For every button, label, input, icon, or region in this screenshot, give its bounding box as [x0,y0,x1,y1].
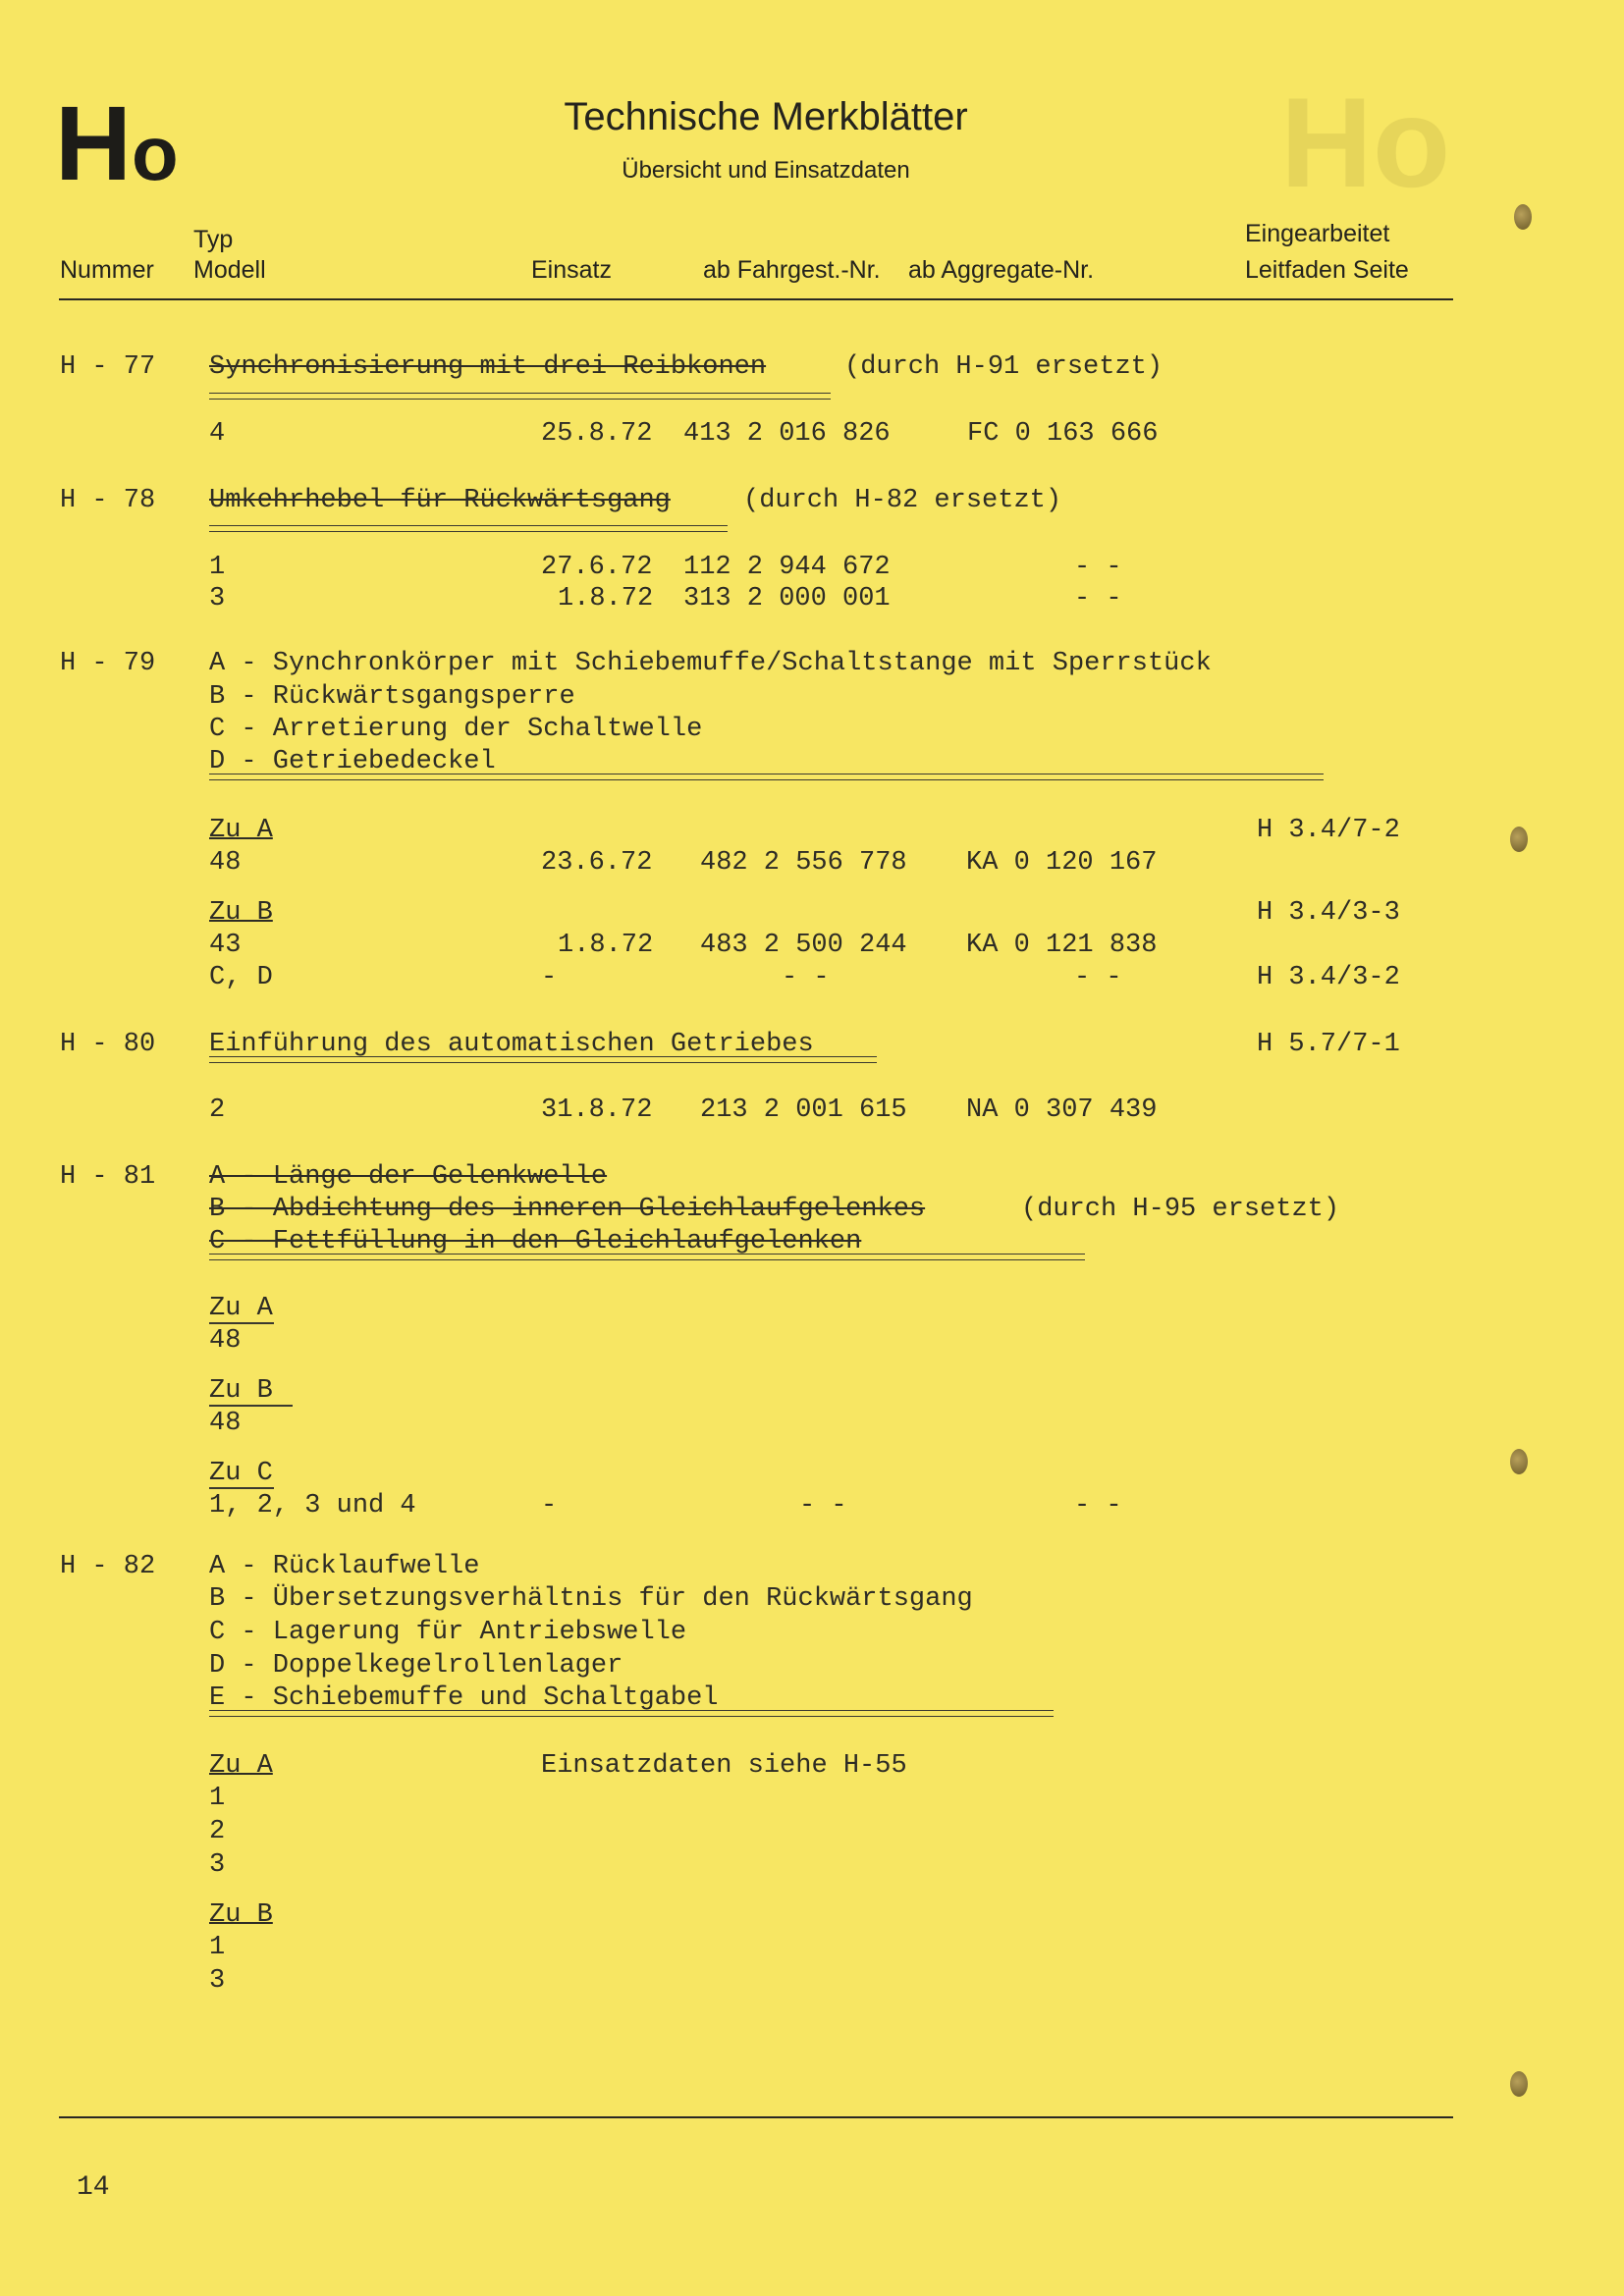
fahrgest-nr: - - [799,1491,847,1521]
subitem-a: A - Synchronkörper mit Schiebemuffe/Schaltstange mit Sperrstück [209,649,1212,678]
modell: 3 [209,1966,226,1996]
modell: 2 [209,1095,226,1125]
aggregate-nr: - - [1074,963,1122,992]
zu-b-label: Zu B [209,1376,273,1406]
fahrgest-nr: 213 2 001 615 [700,1095,907,1125]
zu-a-label: Zu A [209,1751,273,1781]
replaced-note: (durch H-91 ersetzt) [844,352,1164,382]
col-leitfaden: Leitfaden Seite [1245,256,1409,284]
modell: 1, 2, 3 und 4 [209,1491,416,1521]
zu-a-label: Zu A [209,1294,273,1323]
subitem-c: C - Fettfüllung in den Gleichlaufgelenken [209,1227,862,1256]
modell: C, D [209,963,273,992]
header-rule [59,298,1453,300]
fahrgest-nr: 413 2 016 826 [683,419,891,449]
col-typ: Typ [193,226,234,253]
zu-c-label: Zu C [209,1459,273,1488]
punch-hole [1510,2071,1528,2097]
subitem-d: D - Doppelkegelrollenlager [209,1651,623,1681]
subitem-b: B - Rückwärtsgangsperre [209,682,575,712]
page-number: 14 [77,2172,110,2203]
entry-number: H - 82 [60,1552,156,1581]
col-fahrgest: ab Fahrgest.-Nr. [703,256,881,284]
einsatz-date: 1.8.72 [558,931,654,960]
page-title: Technische Merkblätter [564,95,968,138]
subitem-b: B - Übersetzungsverhältnis für den Rückwärtsgang [209,1584,973,1614]
aggregate-nr: - - [1074,553,1122,582]
underline [209,1487,274,1489]
entry-title: Einführung des automatischen Getriebes [209,1030,814,1059]
entry-number: H - 81 [60,1162,156,1192]
entry-number: H - 77 [60,352,156,382]
modell: 2 [209,1817,226,1846]
col-einsatz: Einsatz [531,256,612,284]
einsatz-date: - [541,963,558,992]
aggregate-nr: NA 0 307 439 [966,1095,1158,1125]
subitem-e: E - Schiebemuffe und Schaltgabel [209,1683,719,1713]
replaced-note: (durch H-95 ersetzt) [1021,1195,1340,1224]
double-underline [209,774,1324,780]
punch-hole [1510,1449,1528,1474]
leitfaden-ref: H 3.4/3-3 [1257,898,1400,928]
modell: 1 [209,1784,226,1813]
aggregate-nr: - - [1074,584,1122,614]
section-logo [55,83,179,202]
leitfaden-ref: H 3.4/7-2 [1257,816,1400,845]
subitem-a: A - Rücklaufwelle [209,1552,480,1581]
logo-letter-o: o [132,110,179,196]
zu-a-label: Zu A [209,816,273,845]
zu-b-label: Zu B [209,898,273,928]
modell: 3 [209,1850,226,1880]
entry-number: H - 79 [60,649,156,678]
leitfaden-ref: H 3.4/3-2 [1257,963,1400,992]
double-underline [209,1710,1054,1717]
entry-number: H - 80 [60,1030,156,1059]
col-eingearbeitet: Eingearbeitet [1245,220,1390,247]
einsatz-date: 27.6.72 [541,553,653,582]
subitem-c: C - Lagerung für Antriebswelle [209,1618,687,1647]
einsatz-date: 31.8.72 [541,1095,653,1125]
einsatz-date: 1.8.72 [558,584,654,614]
double-underline [209,393,831,400]
fahrgest-nr: 482 2 556 778 [700,848,907,878]
einsatz-date: 25.8.72 [541,419,653,449]
entry-title: Umkehrhebel für Rückwärtsgang [209,486,671,515]
modell: 48 [209,1409,242,1438]
logo-letter-h: H [55,83,132,202]
double-underline [209,1056,877,1063]
modell: 1 [209,1933,226,1962]
subitem-c: C - Arretierung der Schaltwelle [209,715,703,744]
col-aggregate: ab Aggregate-Nr. [908,256,1095,284]
modell: 3 [209,584,226,614]
subitem-b: B - Abdichtung des inneren Gleichlaufgelenkes [209,1195,926,1224]
punch-hole [1514,204,1532,230]
punch-hole [1510,827,1528,852]
replaced-note: (durch H-82 ersetzt) [743,486,1062,515]
modell: 48 [209,1326,242,1356]
col-nummer: Nummer [60,256,154,284]
modell: 48 [209,848,242,878]
double-underline [209,525,728,532]
double-underline [209,1254,1085,1260]
fahrgest-nr: 112 2 944 672 [683,553,891,582]
aggregate-nr: KA 0 121 838 [966,931,1158,960]
fahrgest-nr: 483 2 500 244 [700,931,907,960]
einsatzdaten-note: Einsatzdaten siehe H-55 [541,1751,907,1781]
entry-title: Synchronisierung mit drei Reibkonen [209,352,767,382]
aggregate-nr: - - [1074,1491,1122,1521]
col-modell: Modell [193,256,266,284]
modell: 1 [209,553,226,582]
underline [209,1322,274,1324]
fahrgest-nr: - - [782,963,830,992]
aggregate-nr: FC 0 163 666 [967,419,1159,449]
page-subtitle: Übersicht und Einsatzdaten [622,157,910,184]
bleed-through-mark: Ho [1280,71,1451,214]
subitem-d: D - Getriebedeckel [209,747,496,776]
einsatz-date: - [541,1491,558,1521]
leitfaden-ref: H 5.7/7-1 [1257,1030,1400,1059]
modell: 43 [209,931,242,960]
zu-b-label: Zu B [209,1900,273,1930]
fahrgest-nr: 313 2 000 001 [683,584,891,614]
einsatz-date: 23.6.72 [541,848,653,878]
footer-rule [59,2116,1453,2118]
underline [209,1405,293,1407]
modell: 4 [209,419,226,449]
entry-number: H - 78 [60,486,156,515]
subitem-a: A - Länge der Gelenkwelle [209,1162,608,1192]
aggregate-nr: KA 0 120 167 [966,848,1158,878]
